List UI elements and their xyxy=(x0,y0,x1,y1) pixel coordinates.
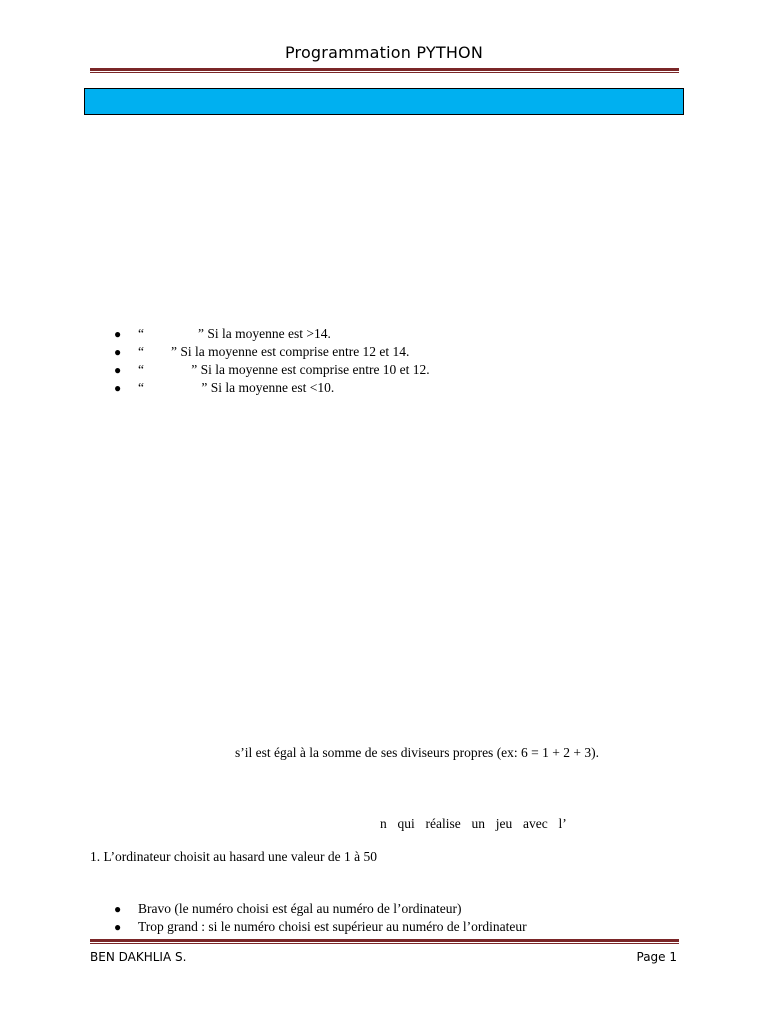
mentions-list xyxy=(114,325,430,397)
list-item xyxy=(114,379,430,397)
list-item-text: Trop grand : si le numéro choisi est supérieur au numéro de l’ordinateur xyxy=(138,919,527,934)
footer-author: BEN DAKHLIA S. xyxy=(90,950,187,964)
perfect-number-text: s’il est égal à la somme de ses diviseurs propres (ex: 6 = 1 + 2 + 3). xyxy=(235,745,600,760)
game-messages-list xyxy=(114,900,527,936)
list-item-text: “ ” Si la moyenne est comprise entre 12 et 14. xyxy=(138,344,410,359)
bullet-icon: ● xyxy=(114,902,122,916)
bullet-icon: ● xyxy=(114,920,122,934)
list-item xyxy=(114,918,527,936)
list-item xyxy=(114,361,430,379)
footer-rule xyxy=(90,939,679,944)
header-rule xyxy=(90,68,679,73)
game-step-1-text: 1. L’ordinateur choisit au hasard une valeur de 1 à 50 xyxy=(90,849,378,864)
list-item-text: “ ” Si la moyenne est <10. xyxy=(138,380,335,395)
section-title-band xyxy=(84,88,684,115)
list-item-text: “ ” Si la moyenne est comprise entre 10 et 12. xyxy=(138,362,430,377)
list-item xyxy=(114,343,430,361)
bullet-icon: ● xyxy=(114,345,122,359)
list-item xyxy=(114,900,527,918)
page-header-title: Programmation PYTHON xyxy=(284,43,484,62)
list-item xyxy=(114,325,430,343)
list-item-text: Bravo (le numéro choisi est égal au numéro de l’ordinateur) xyxy=(138,901,462,916)
bullet-icon: ● xyxy=(114,327,122,341)
game-intro-text: n qui réalise un jeu avec l’ xyxy=(380,816,567,831)
list-item-text: “ ” Si la moyenne est >14. xyxy=(138,326,331,341)
footer-page-number: Page 1 xyxy=(636,950,677,964)
bullet-icon: ● xyxy=(114,381,122,395)
bullet-icon: ● xyxy=(114,363,122,377)
